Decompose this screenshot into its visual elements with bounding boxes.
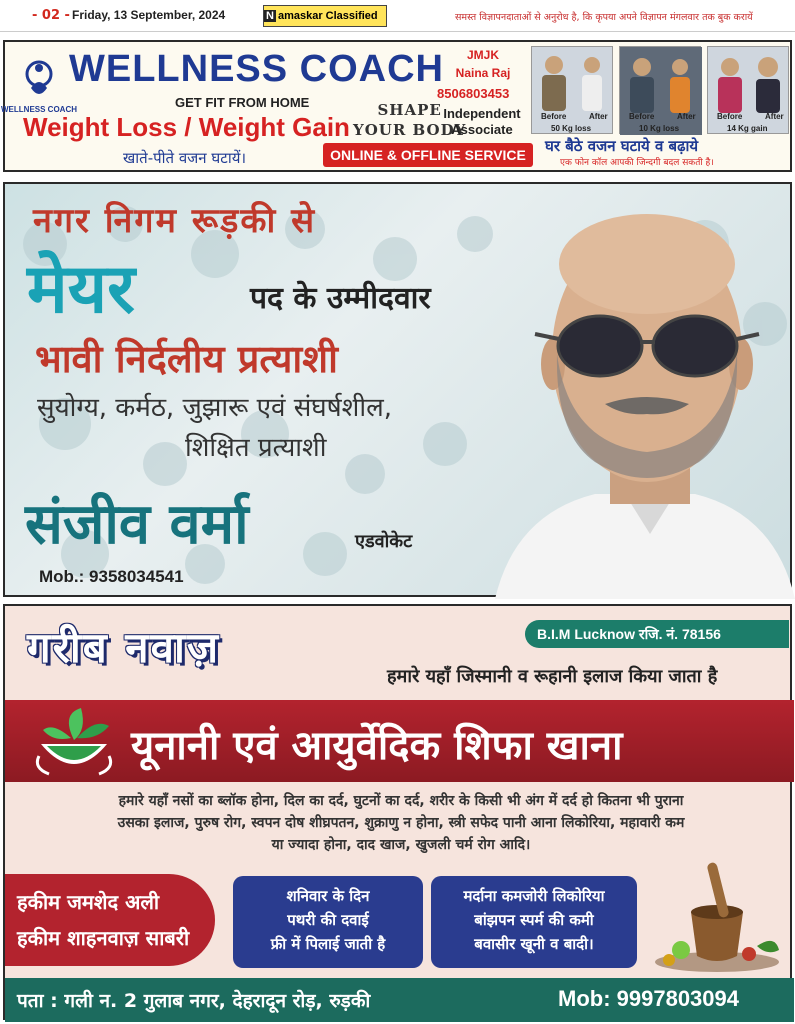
treatment-description	[21, 790, 781, 856]
clinic-address: पता : गली न. 2 गुलाब नगर, देहरादून रोड़, रुड़की	[17, 990, 371, 1012]
page-date: Friday, 13 September, 2024	[72, 8, 226, 22]
garib-nawaz-ad	[3, 604, 792, 1020]
saturday-offer-box	[233, 876, 423, 968]
registration-badge: B.I.M Lucknow रजि. नं. 78156	[525, 620, 789, 648]
after-label-2: After	[677, 112, 696, 121]
treatments-box	[431, 876, 637, 968]
herbal-bowl-icon	[31, 704, 117, 780]
candidate-mayor-word: मेयर	[27, 250, 135, 329]
unani-banner-text: यूनानी एवं आयुर्वेदिक शिफा खाना	[131, 723, 623, 769]
logo-text: amaskar Classified	[277, 10, 378, 22]
box2-line-1: मर्दाना कमजोरी लिकोरिया	[463, 887, 605, 905]
your-body-line: YOUR BODY	[353, 121, 467, 139]
desc-line-2: उसका इलाज, पुरुष रोग, स्वपन दोष शीघ्रपतन, शुक्राणु न होना, स्त्री सफेद पानी आना लिकोरिया, महावारी कम	[117, 815, 685, 831]
wellness-logo-caption: WELLNESS COACH	[1, 105, 77, 114]
assoc-line-2: Associate	[451, 122, 513, 137]
clinic-mobile: Mob: 9997803094	[558, 986, 739, 1011]
newspaper-logo	[263, 5, 387, 27]
result-3: 14 Kg gain	[727, 124, 768, 133]
get-fit-text: GET FIT FROM HOME	[175, 95, 310, 110]
box1-line-3: फ्री में पिलाई जाती है	[270, 935, 386, 953]
candidate-pad-text: पद के उम्मीदवार	[250, 281, 431, 316]
logo-n-mark: N	[266, 10, 274, 22]
candidate-photo	[475, 194, 795, 599]
coach-name	[443, 46, 523, 82]
garib-nawaz-title: गरीब नवाज़	[27, 623, 221, 672]
hakim-name-1: हकीम जमशेद अली	[17, 890, 160, 914]
mayor-candidate-ad	[3, 182, 792, 597]
box2-line-2: बांझपन स्पर्म की कमी	[474, 911, 594, 929]
khate-peete-text: खाते-पीते वजन घटायें।	[123, 149, 247, 167]
result-2: 10 Kg loss	[639, 124, 680, 133]
desc-line-3: या ज्यादा होना, दाद खाज, खुजली चर्म रोग आदि।	[271, 837, 531, 853]
after-label-3: After	[765, 112, 784, 121]
desc-line-1: हमारे यहाँ नसों का ब्लॉक होना, दिल का दर्द, घुटनों का दर्द, शरीर के किसी भी अंग में दर्द हो कितना भी पुराना	[118, 793, 684, 809]
coach-phone: 8506803453	[437, 86, 510, 101]
service-badge: ONLINE & OFFLINE SERVICE	[323, 143, 533, 167]
box2-line-3: बवासीर खूनी व बादी।	[474, 935, 594, 953]
garib-tagline: हमारे यहाँ जिस्मानी व रूहानी इलाज किया जाता है	[387, 666, 718, 687]
candidate-line-nagar-nigam: नगर निगम रूड़की से	[33, 201, 317, 241]
candidate-profession: एडवोकेट	[355, 531, 413, 552]
after-label-1: After	[589, 112, 608, 121]
result-1: 50 Kg loss	[551, 124, 592, 133]
candidate-educated: शिक्षित प्रत्याशी	[185, 433, 327, 463]
wellness-title: WELLNESS COACH	[69, 48, 444, 90]
candidate-mobile: Mob.: 9358034541	[39, 567, 184, 586]
shape-line: SHAPE	[377, 101, 442, 119]
before-label-1: Before	[541, 112, 567, 121]
phone-call-text: एक फोन कॉल आपकी जिन्दगी बदल सकती है।	[560, 158, 714, 168]
candidate-bhavi-text: भावी निर्दलीय प्रत्याशी	[35, 337, 338, 381]
coach-line-2: Naina Raj	[455, 66, 511, 80]
mortar-pestle-icon	[649, 856, 785, 974]
box1-line-1: शनिवार के दिन	[286, 887, 370, 905]
hakim-name-2: हकीम शाहनवाज़ साबरी	[17, 926, 190, 950]
before-label-2: Before	[629, 112, 655, 121]
page-number: - 02 -	[32, 8, 70, 23]
coach-line-1: JMJK	[466, 48, 499, 62]
ghar-baithe-text: घर बैठे वजन घटाये व बढ़ाये	[545, 137, 699, 155]
advertiser-notice: समस्त विज्ञापनदाताओं से अनुरोध है, कि कृपया अपने विज्ञापन मंगलवार तक बुक करायें	[455, 12, 753, 23]
candidate-name: संजीव वर्मा	[25, 492, 249, 557]
box1-line-2: पथरी की दवाई	[287, 911, 369, 929]
weight-loss-gain-text: Weight Loss / Weight Gain	[23, 112, 350, 142]
assoc-line-1: Independent	[443, 106, 521, 121]
before-label-3: Before	[717, 112, 743, 121]
wellness-coach-ad	[3, 40, 792, 172]
independent-associate	[437, 106, 527, 138]
candidate-qualities: सुयोग्य, कर्मठ, जुझारू एवं संघर्षशील,	[37, 393, 392, 423]
